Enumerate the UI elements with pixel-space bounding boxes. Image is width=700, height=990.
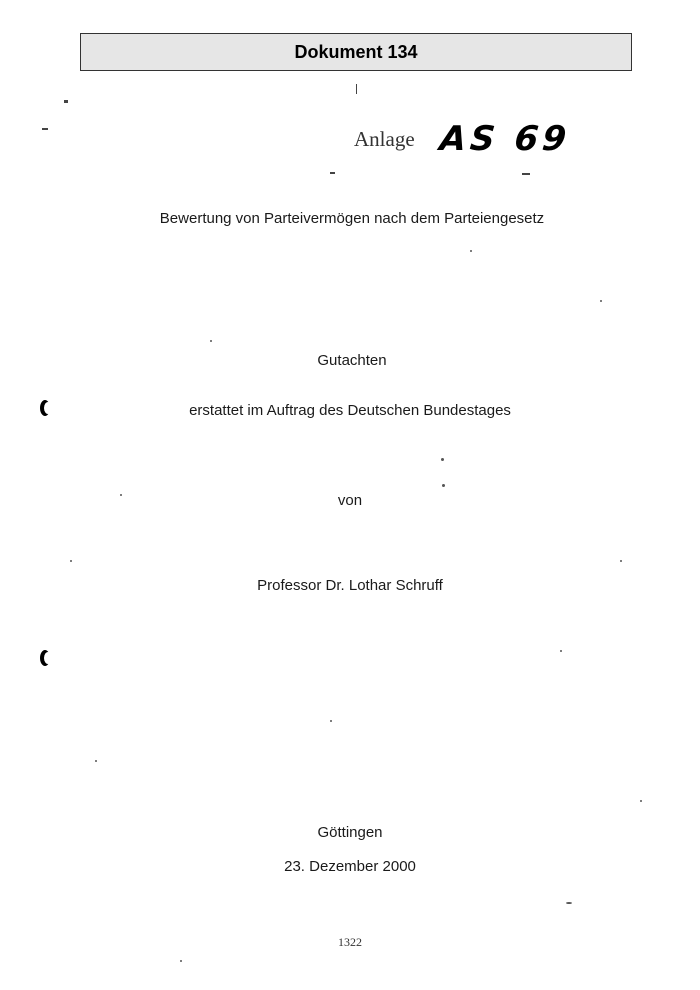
author-name: Professor Dr. Lothar Schruff: [257, 577, 443, 594]
commission-line: erstattet im Auftrag des Deutschen Bundestages: [189, 402, 511, 419]
punch-hole-mark: [40, 650, 50, 666]
page-number: 1322: [338, 935, 362, 949]
scan-mark: [522, 173, 530, 175]
handwritten-annex-number: AS 69: [437, 119, 573, 159]
scan-speck: [620, 560, 622, 562]
scan-speck: [600, 300, 602, 302]
scan-speck: [566, 902, 572, 904]
scan-speck: [330, 720, 332, 722]
scan-speck: [95, 760, 97, 762]
scan-speck: [560, 650, 562, 652]
scan-mark: [42, 128, 48, 130]
document-header-box: [80, 33, 632, 71]
scan-speck: [120, 494, 122, 496]
punch-hole-mark: [40, 400, 50, 416]
scan-speck: [180, 960, 182, 962]
scan-mark: [64, 100, 68, 103]
by-line: von: [337, 492, 363, 509]
document-type: Gutachten: [317, 352, 387, 369]
document-date: 23. Dezember 2000: [284, 858, 416, 875]
scan-speck: [441, 458, 444, 461]
document-title: Bewertung von Parteivermögen nach dem Parteiengesetz: [159, 210, 545, 227]
scan-mark: [356, 84, 357, 94]
scan-speck: [640, 800, 642, 802]
scan-mark: [330, 172, 335, 174]
place-name: Göttingen: [317, 824, 383, 841]
scan-speck: [210, 340, 212, 342]
scan-speck: [442, 484, 445, 487]
annex-label: Anlage: [354, 127, 415, 151]
document-header-title: Dokument 134: [294, 41, 418, 62]
scan-speck: [70, 560, 72, 562]
scan-speck: [470, 250, 472, 252]
